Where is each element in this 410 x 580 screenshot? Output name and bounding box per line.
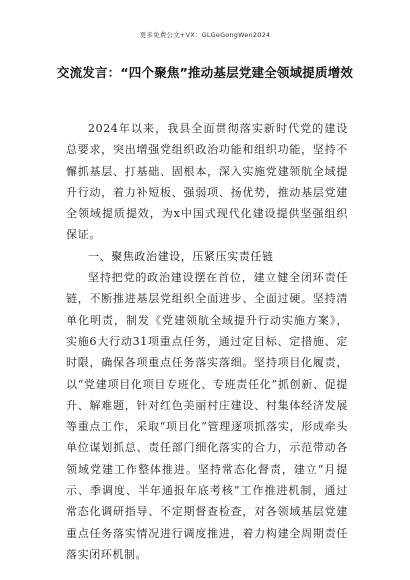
intro-paragraph: 2024年以来，我县全面贯彻落实新时代党的建设总要求，突出增强党组织政治功能和组织功能，坚持不懈抓基层、打基础、固根本，深入实施党建领航全域提升行动，着力补短板、强弱项、扬优势，推动基层党建全领域提质提效，为x中国式现代化建设提供坚强组织保证。	[66, 122, 348, 242]
document-body	[66, 118, 348, 565]
header-note: 更多免费公文+VX：GLGeGongWen2024	[139, 31, 271, 39]
section-heading-1: 一、聚焦政治建设，压紧压实责任链	[88, 249, 274, 263]
document-title: 交流发言：“四个聚焦”推动基层党建全领域提质增效	[56, 65, 354, 80]
section-1-paragraph: 坚持把党的政治建设摆在首位，建立健全闭环责任链，不断推进基层党组织全面进步、全面过硬。坚持清单化明责，制发《党建领航全域提升行动实施方案》，实施6大行动31项重点任务，通过定目标、定措施、定时限，确保各项重点任务落实落细。坚持项目化履责，以“党建项目化项目专班化、专班责任化”抓创新、促提升、解难题，针对红色美丽村庄建设、村集体经济发展等重点工作，采取“项目化”管理逐项抓落实，形成牵头单位谋划抓总、责任部门细化落实的合力，示范带动各领域党建工作整体推进。坚持常态化督责，建立“月提示、季调度、半年通报年底考核”工作推进机制，通过常态化调研指导、不定期督查检查，对各领域基层党建重点任务落实情况进行调度推进，着力构建全周期责任落实闭环机制。	[66, 271, 348, 561]
